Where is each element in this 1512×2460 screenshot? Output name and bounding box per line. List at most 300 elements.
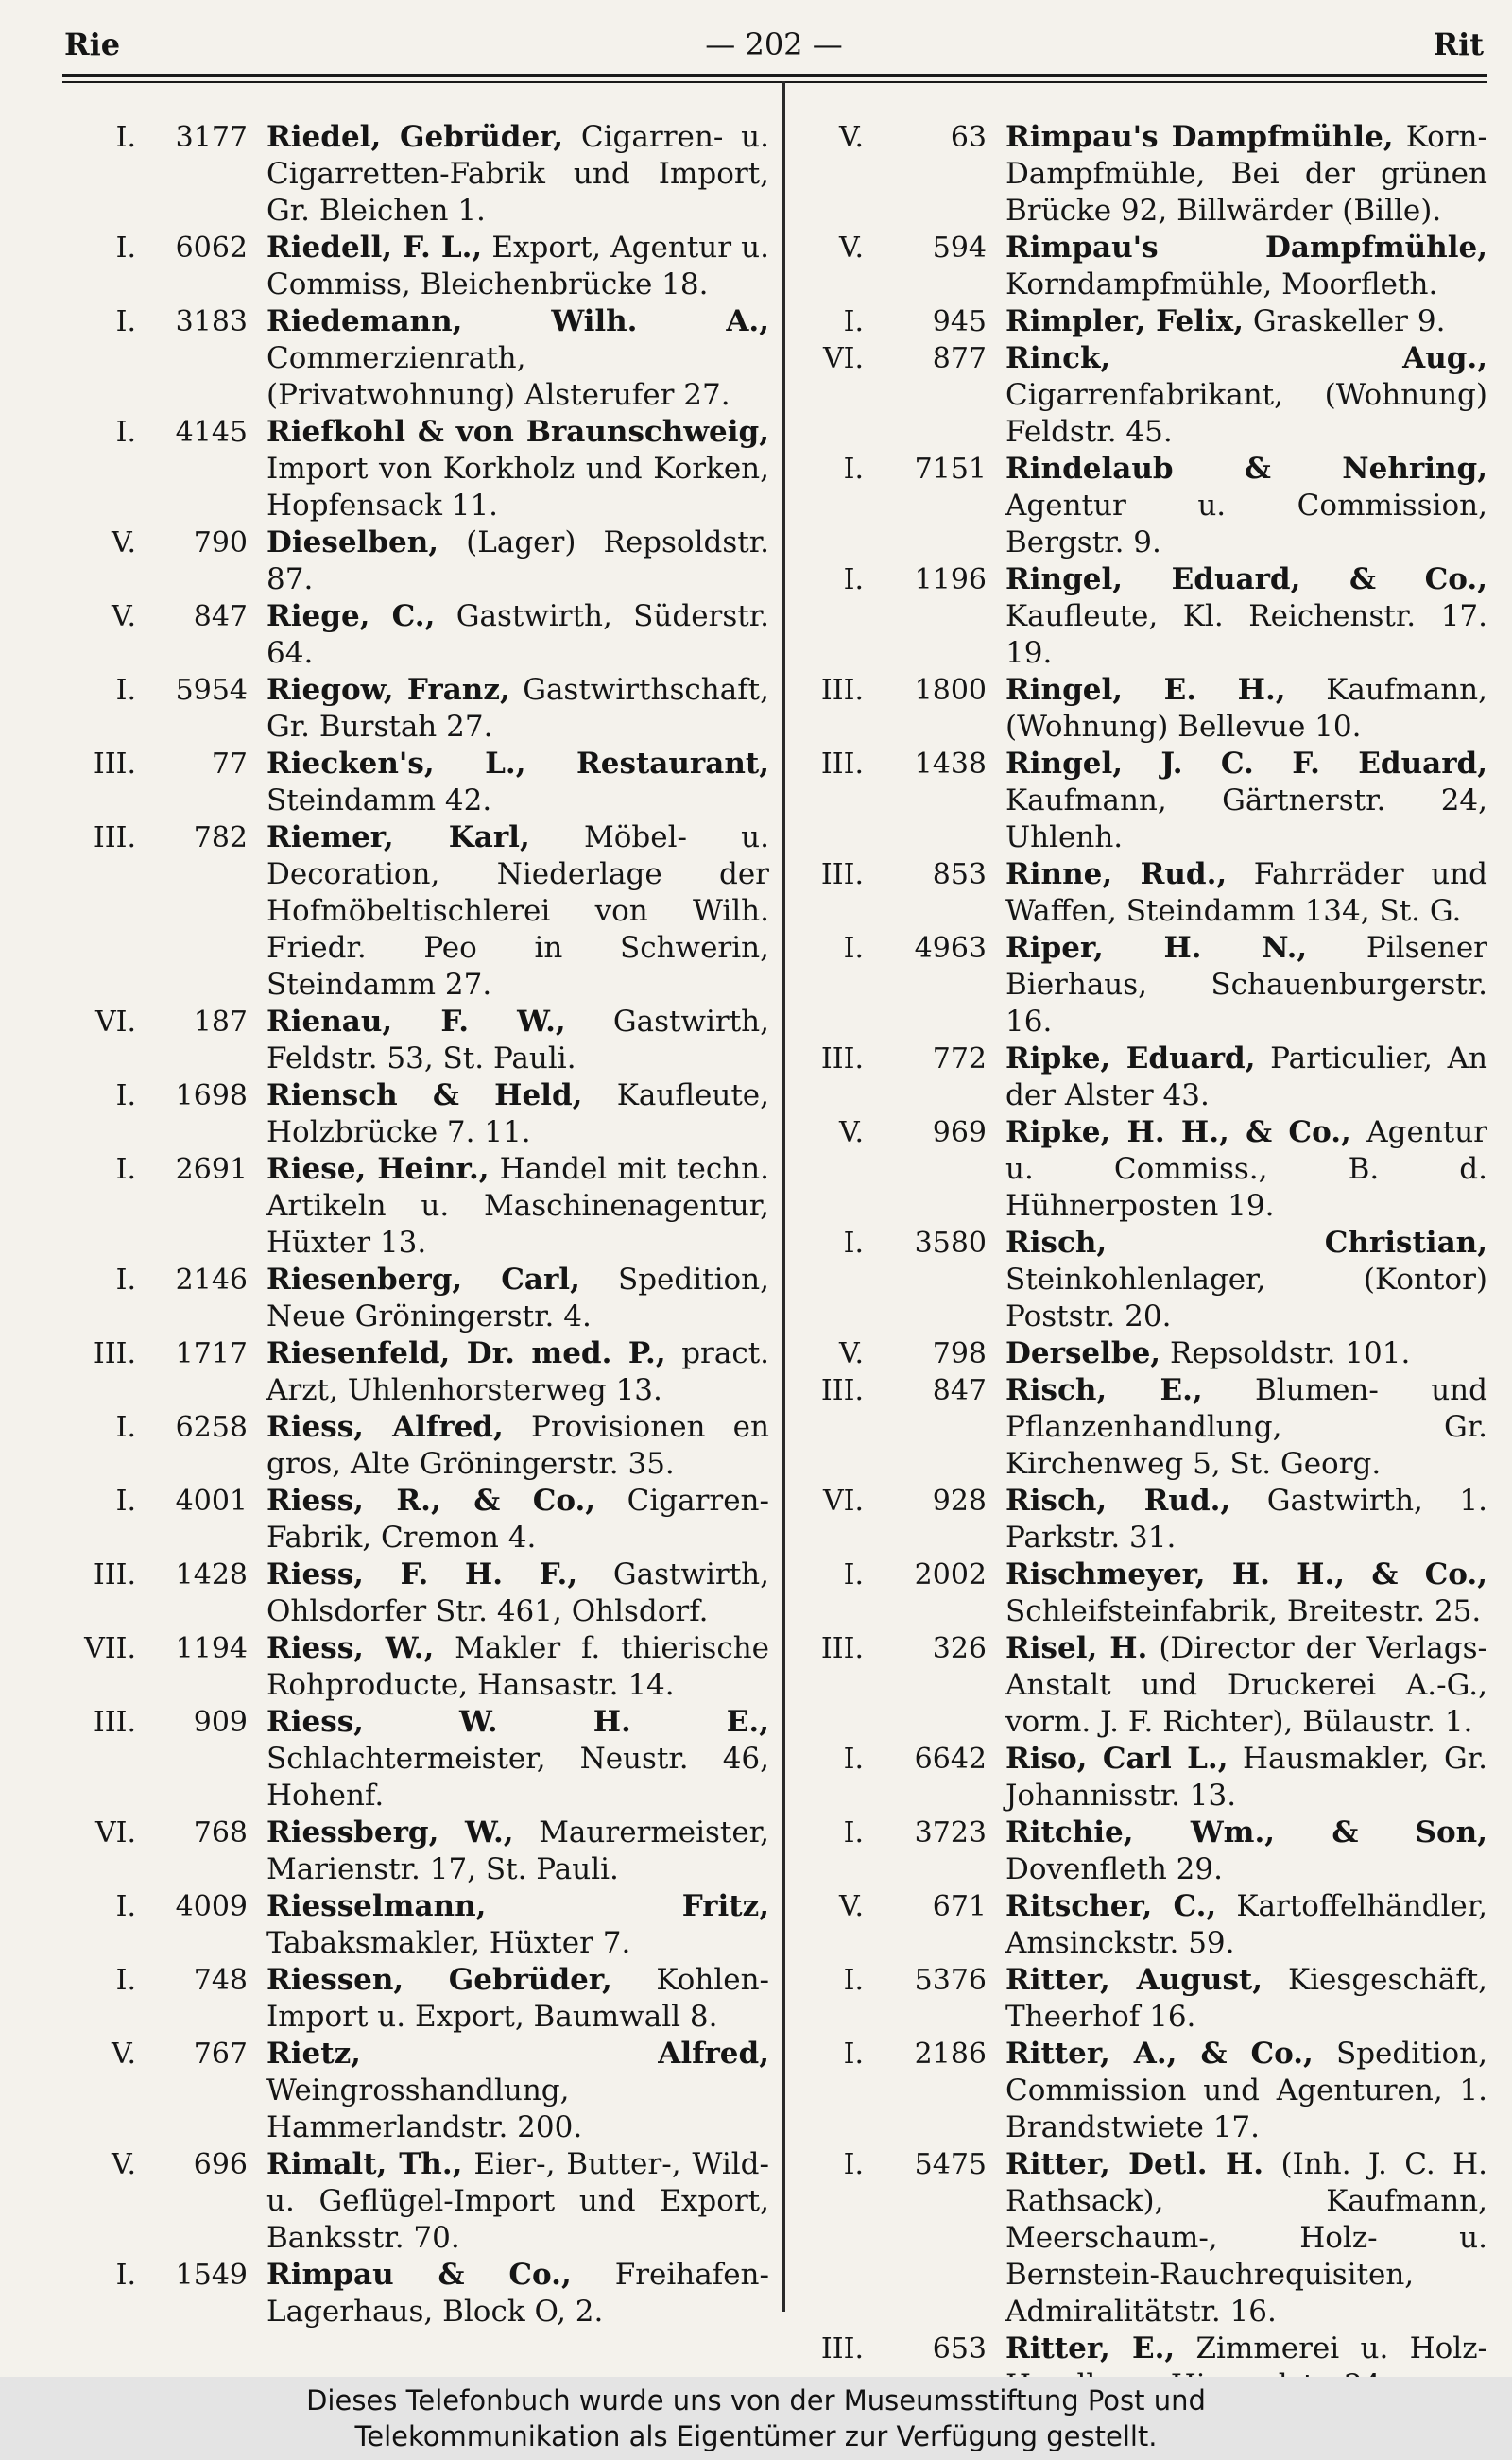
entry-name: Riesenberg, Carl, (266, 1263, 580, 1297)
phone-number (62, 1815, 248, 1851)
directory-entry (801, 2146, 1487, 2331)
entry-details: Blumen- und Pflanzenhandlung, Gr. Kirchenweg 5, St. Georg. (1005, 1373, 1487, 1481)
exchange-code: III. (820, 858, 864, 891)
entry-details: Eier-, Butter-, Wild- u. Geflügel-Import und Export, Banksstr. 70. (266, 2147, 769, 2255)
entry-name: Rietz, Alfred, (266, 2037, 769, 2071)
directory-entry (801, 1741, 1487, 1815)
phone-number (62, 119, 248, 156)
entry-details: Steindamm 42. (266, 783, 492, 817)
column-divider (782, 81, 785, 2312)
directory-entry (801, 856, 1487, 930)
entry-details: Gastwirth, Süderstr. 64. (266, 599, 769, 670)
entry-name: Riess, W., (266, 1631, 435, 1665)
exchange-code: VI. (822, 342, 864, 375)
line-number: 768 (193, 1816, 248, 1849)
exchange-code: V. (839, 1337, 864, 1370)
line-number: 3723 (914, 1816, 987, 1849)
phone-number (801, 2331, 987, 2367)
phone-number (801, 1225, 987, 1262)
exchange-code: III. (820, 1632, 864, 1665)
entry-details: Hausmakler, Gr. Johannisstr. 13. (1005, 1742, 1487, 1813)
line-number: 772 (932, 1042, 987, 1075)
phone-number (801, 119, 987, 156)
directory-entry (801, 1225, 1487, 1335)
directory-entry (62, 1630, 769, 1704)
exchange-code: V. (112, 526, 136, 559)
entry-name: Rischmeyer, H. H., & Co., (1005, 1557, 1487, 1591)
phone-number (62, 1483, 248, 1520)
directory-entry (62, 525, 769, 598)
entry-details: Dovenfleth 29. (1005, 1852, 1223, 1886)
phone-number (62, 1077, 248, 1114)
directory-entry (62, 746, 769, 819)
line-number: 767 (193, 2038, 248, 2071)
entry-details: Pilsener Bierhaus, Schauenburgerstr. 16. (1005, 931, 1487, 1039)
exchange-code: I. (843, 563, 864, 596)
entry-text (1005, 119, 1487, 230)
directory-entry (62, 2257, 769, 2331)
phone-number (62, 525, 248, 561)
entry-name: Riegow, Franz, (266, 673, 510, 707)
exchange-code: I. (115, 121, 136, 154)
entry-text (1005, 2146, 1487, 2331)
entry-name: Rimalt, Th., (266, 2147, 463, 2181)
exchange-code: I. (843, 1816, 864, 1849)
line-number: 326 (932, 1632, 987, 1665)
directory-entry (62, 303, 769, 414)
line-number: 1549 (175, 2259, 248, 2292)
phone-number (801, 451, 987, 488)
exchange-code: I. (843, 1227, 864, 1260)
entry-text (266, 119, 769, 230)
phone-number (801, 1114, 987, 1151)
entry-details: Kiesgeschäft, Theerhof 16. (1005, 1963, 1488, 2034)
entry-details: Gastwirthschaft, Gr. Burstah 27. (266, 673, 769, 744)
exchange-code: V. (839, 121, 864, 154)
line-number: 1698 (175, 1079, 248, 1112)
phone-number (801, 303, 987, 340)
entry-details: Graskeller 9. (1252, 304, 1446, 338)
entry-details: Cigarren-Fabrik, Cremon 4. (266, 1484, 769, 1555)
entry-details: Spedition, Neue Gröningerstr. 4. (266, 1263, 769, 1333)
directory-entry (62, 1151, 769, 1262)
entry-name: Riper, H. N., (1005, 931, 1308, 965)
phone-number (62, 2146, 248, 2183)
entry-name: Ritter, E., (1005, 2331, 1176, 2365)
entry-name: Riesenfeld, Dr. med. P., (266, 1336, 666, 1370)
line-number: 945 (932, 305, 987, 338)
line-number: 1800 (914, 674, 987, 707)
line-number: 1438 (914, 748, 987, 781)
entry-text (1005, 672, 1487, 746)
entry-text (1005, 561, 1487, 672)
entry-text (266, 1888, 769, 1962)
exchange-code: I. (843, 1964, 864, 1997)
phone-number (62, 598, 248, 635)
phone-number (801, 2036, 987, 2073)
line-number: 187 (193, 1006, 248, 1039)
directory-entry (801, 672, 1487, 746)
line-number: 594 (932, 232, 987, 265)
entry-name: Ritchie, Wm., & Son, (1005, 1815, 1487, 1849)
entry-details: Gastwirth, Feldstr. 53, St. Pauli. (266, 1005, 769, 1075)
directory-entry (801, 1815, 1487, 1888)
line-number: 1717 (175, 1337, 248, 1370)
entry-name: Risch, Rud., (1005, 1484, 1231, 1518)
phone-number (801, 1815, 987, 1851)
directory-entry (801, 1372, 1487, 1483)
entry-name: Riess, R., & Co., (266, 1484, 596, 1518)
entry-name: Rimpau's Dampfmühle, (1005, 231, 1487, 265)
phone-number (801, 1962, 987, 1999)
exchange-code: I. (115, 1485, 136, 1518)
line-number: 928 (932, 1485, 987, 1518)
entry-text (266, 1630, 769, 1704)
entry-text (1005, 340, 1487, 451)
entry-text (1005, 930, 1487, 1041)
entry-text (266, 1409, 769, 1483)
entry-details: Makler f. thierische Rohproducte, Hansastr. 14. (266, 1631, 770, 1702)
line-number: 4009 (175, 1890, 248, 1923)
page-number: — 202 — (705, 26, 843, 62)
directory-entry (801, 561, 1487, 672)
entry-text (266, 2257, 769, 2331)
left-column (62, 119, 769, 2331)
entry-details: (Inh. J. C. H. Rathsack), Kaufmann, Meerschaum-, Holz- u. Bernstein-Rauchrequisiten, Admiralitätstr. 16. (1005, 2147, 1487, 2329)
exchange-code: I. (115, 232, 136, 265)
phone-number (62, 1335, 248, 1372)
entry-details: Weingrosshandlung, Hammerlandstr. 200. (266, 2073, 583, 2144)
phone-number (62, 1262, 248, 1299)
entry-text (266, 1483, 769, 1557)
phone-number (801, 1041, 987, 1077)
directory-entry (801, 451, 1487, 561)
directory-entry (62, 1815, 769, 1888)
directory-entry (62, 414, 769, 525)
entry-name: Riesselmann, Fritz, (266, 1889, 769, 1923)
directory-entry (801, 119, 1487, 230)
exchange-code: III. (820, 1374, 864, 1407)
entry-details: (Director der Verlags-Anstalt und Druckerei A.-G., vorm. J. F. Richter), Bülaustr. 1. (1005, 1631, 1487, 1739)
entry-details: Commerzienrath, (Privatwohnung) Alsterufer 27. (266, 341, 730, 412)
entry-details: Export, Agentur u. Commiss, Bleichenbrücke 18. (266, 231, 770, 301)
entry-details: Agentur u. Commiss., B. d. Hühnerposten 19. (1005, 1115, 1488, 1223)
entry-details: Korn-Dampfmühle, Bei der grünen Brücke 92, Billwärder (Bille). (1005, 120, 1487, 228)
entry-text (1005, 1225, 1487, 1335)
exchange-code: I. (843, 932, 864, 965)
exchange-code: V. (839, 232, 864, 265)
line-number: 877 (932, 342, 987, 375)
entry-details: pract. Arzt, Uhlenhorsterweg 13. (266, 1336, 770, 1407)
exchange-code: V. (839, 1116, 864, 1149)
entry-text (1005, 1815, 1487, 1888)
entry-text (1005, 1962, 1487, 2036)
directory-entry (62, 1888, 769, 1962)
exchange-code: I. (115, 2259, 136, 2292)
entry-name: Riedell, F. L., (266, 231, 483, 265)
phone-number (801, 1372, 987, 1409)
exchange-code: I. (115, 1411, 136, 1444)
entry-name: Ritscher, C., (1005, 1889, 1217, 1923)
exchange-code: V. (112, 600, 136, 633)
phone-number (801, 1335, 987, 1372)
line-number: 7151 (914, 453, 987, 486)
entry-text (1005, 1557, 1487, 1630)
entry-text (266, 1557, 769, 1630)
line-number: 5954 (175, 674, 248, 707)
right-column (801, 119, 1487, 2404)
entry-name: Riefkohl & von Braunschweig, (266, 415, 769, 449)
line-number: 782 (193, 821, 248, 854)
entry-name: Risel, H. (1005, 1631, 1148, 1665)
entry-text (266, 1151, 769, 1262)
entry-name: Riese, Heinr., (266, 1152, 490, 1186)
entry-details: Particulier, An der Alster 43. (1005, 1041, 1487, 1112)
directory-entry (801, 930, 1487, 1041)
line-number: 969 (932, 1116, 987, 1149)
entry-name: Ringel, Eduard, & Co., (1005, 562, 1487, 596)
entry-details: Spedition, Commission und Agenturen, 1. Brandstwiete 17. (1005, 2037, 1487, 2144)
entry-details: Schleifsteinfabrik, Breitestr. 25. (1005, 1594, 1482, 1628)
entry-name: Ripke, H. H., & Co., (1005, 1115, 1351, 1149)
exchange-code: I. (115, 1079, 136, 1112)
entry-text (1005, 1888, 1487, 1962)
entry-name: Ritter, Detl. H. (1005, 2147, 1264, 2181)
entry-details: Kaufmann, Gärtnerstr. 24, Uhlenh. (1005, 783, 1487, 854)
entry-name: Rindelaub & Nehring, (1005, 452, 1487, 486)
entry-name: Riso, Carl L., (1005, 1742, 1228, 1776)
entry-name: Rinne, Rud., (1005, 857, 1228, 891)
line-number: 696 (193, 2148, 248, 2181)
entry-text (266, 1077, 769, 1151)
exchange-code: I. (843, 1743, 864, 1776)
entry-details: Handel mit techn. Artikeln u. Maschinenagentur, Hüxter 13. (266, 1152, 769, 1260)
entry-text (266, 414, 769, 525)
entry-name: Riensch & Held, (266, 1078, 583, 1112)
exchange-code: III. (93, 748, 136, 781)
entry-text (1005, 303, 1487, 340)
entry-name: Dieselben, (266, 525, 439, 559)
directory-entry (62, 2036, 769, 2146)
directory-entry (801, 303, 1487, 340)
header-rule-thick (62, 74, 1487, 77)
line-number: 6258 (175, 1411, 248, 1444)
entry-name: Risch, E., (1005, 1373, 1203, 1407)
entry-text (266, 598, 769, 672)
directory-entry (62, 672, 769, 746)
entry-name: Ritter, August, (1005, 1963, 1263, 1997)
phone-number (62, 1962, 248, 1999)
entry-name: Riess, F. H. F., (266, 1557, 578, 1591)
line-number: 671 (932, 1890, 987, 1923)
entry-text (266, 2146, 769, 2257)
phone-number (62, 1409, 248, 1446)
entry-text (266, 1335, 769, 1409)
phone-number (801, 1630, 987, 1667)
line-number: 853 (932, 858, 987, 891)
phone-number (801, 561, 987, 598)
directory-entry (801, 2036, 1487, 2146)
line-number: 6642 (914, 1743, 987, 1776)
exchange-code: I. (115, 1264, 136, 1297)
exchange-code: III. (93, 821, 136, 854)
entry-details: Maurermeister, Marienstr. 17, St. Pauli. (266, 1815, 769, 1886)
phone-number (62, 303, 248, 340)
directory-entry (62, 1704, 769, 1815)
phone-number (801, 2146, 987, 2183)
phone-number (801, 1483, 987, 1520)
line-number: 2691 (175, 1153, 248, 1186)
line-number: 798 (932, 1337, 987, 1370)
entry-details: Steinkohlenlager, (Kontor) Poststr. 20. (1005, 1263, 1487, 1333)
entry-details: Cigarren- u. Cigarretten-Fabrik und Import, Gr. Bleichen 1. (266, 120, 769, 228)
entry-text (266, 1962, 769, 2036)
phone-number (62, 1888, 248, 1925)
entry-details: Schlachtermeister, Neustr. 46, Hohenf. (266, 1742, 769, 1813)
phone-number (801, 1741, 987, 1778)
line-number: 790 (193, 526, 248, 559)
header-right-guide-word: Rit (1433, 26, 1484, 62)
entry-text (1005, 1630, 1487, 1741)
entry-text (266, 819, 769, 1004)
entry-name: Ripke, Eduard, (1005, 1041, 1256, 1075)
entry-text (1005, 1741, 1487, 1815)
entry-name: Riedel, Gebrüder, (266, 120, 564, 154)
directory-entry (801, 1483, 1487, 1557)
entry-details: Kartoffelhändler, Amsinckstr. 59. (1005, 1889, 1487, 1960)
entry-details: Kaufmann, (Wohnung) Bellevue 10. (1005, 673, 1487, 744)
entry-details: Provisionen en gros, Alte Gröningerstr. 35. (266, 1410, 769, 1481)
entry-name: Riecken's, L., Restaurant, (266, 747, 769, 781)
line-number: 3580 (914, 1227, 987, 1260)
line-number: 5376 (914, 1964, 987, 1997)
exchange-code: I. (843, 453, 864, 486)
entry-name: Rimpau & Co., (266, 2258, 572, 2292)
entry-text (266, 1704, 769, 1815)
exchange-code: III. (820, 1042, 864, 1075)
directory-entry (62, 1077, 769, 1151)
exchange-code: I. (115, 674, 136, 707)
entry-details: Freihafen-Lagerhaus, Block O, 2. (266, 2258, 769, 2329)
entry-details: Kaufleute, Holzbrücke 7. 11. (266, 1078, 769, 1149)
directory-entry (801, 340, 1487, 451)
line-number: 4001 (175, 1485, 248, 1518)
entry-text (1005, 856, 1487, 930)
entry-text (1005, 1483, 1487, 1557)
footer-line-2: Telekommunikation als Eigentümer zur Verfügung gestellt. (354, 2420, 1158, 2452)
entry-text (266, 525, 769, 598)
phone-number (62, 1151, 248, 1188)
line-number: 6062 (175, 232, 248, 265)
directory-entry (62, 1262, 769, 1335)
line-number: 3177 (175, 121, 248, 154)
exchange-code: I. (843, 1558, 864, 1591)
entry-text (266, 1262, 769, 1335)
entry-name: Derselbe, (1005, 1336, 1161, 1370)
entry-name: Ringel, E. H., (1005, 673, 1286, 707)
entry-details: Möbel- u. Decoration, Niederlage der Hofmöbeltischlerei von Wilh. Friedr. Peo in Schwerin, Steindamm 27. (266, 820, 769, 1002)
entry-name: Riess, W. H. E., (266, 1705, 769, 1739)
directory-entry (62, 230, 769, 303)
phone-number (801, 856, 987, 893)
entry-text (266, 1004, 769, 1077)
directory-entry (62, 1335, 769, 1409)
entry-name: Risch, Christian, (1005, 1226, 1487, 1260)
phone-number (62, 2036, 248, 2073)
entry-name: Riedemann, Wilh. A., (266, 304, 769, 338)
directory-entry (801, 230, 1487, 303)
exchange-code: I. (843, 2148, 864, 2181)
exchange-code: I. (115, 1153, 136, 1186)
entry-text (1005, 1372, 1487, 1483)
directory-entry (62, 1962, 769, 2036)
exchange-code: I. (115, 305, 136, 338)
directory-entry (62, 1557, 769, 1630)
phone-number (62, 230, 248, 267)
line-number: 63 (950, 121, 987, 154)
exchange-code: VI. (94, 1006, 136, 1039)
exchange-code: III. (93, 1558, 136, 1591)
entry-details: Gastwirth, 1. Parkstr. 31. (1005, 1484, 1487, 1555)
entry-text (266, 746, 769, 819)
line-number: 748 (193, 1964, 248, 1997)
entry-name: Ritter, A., & Co., (1005, 2037, 1314, 2071)
entry-details: Agentur u. Commission, Bergstr. 9. (1005, 489, 1487, 559)
entry-details: Zimmerei u. Holz- (1195, 2331, 1487, 2365)
entry-name: Rinck, Aug., (1005, 341, 1487, 375)
footer-line-1: Dieses Telefonbuch wurde uns von der Museumsstiftung Post und (306, 2384, 1206, 2417)
entry-text (266, 230, 769, 303)
line-number: 4145 (175, 416, 248, 449)
exchange-code: III. (93, 1337, 136, 1370)
header-left-guide-word: Rie (64, 26, 121, 62)
phone-number (801, 230, 987, 267)
exchange-code: I. (115, 416, 136, 449)
phone-number (801, 672, 987, 709)
entry-details: Fahrräder und Waffen, Steindamm 134, St. G. (1005, 857, 1487, 928)
phone-number (62, 672, 248, 709)
entry-details: Kohlen-Import u. Export, Baumwall 8. (266, 1963, 770, 2034)
entry-details: Repsoldstr. 101. (1169, 1336, 1411, 1370)
directory-entry (801, 1041, 1487, 1114)
exchange-code: VI. (94, 1816, 136, 1849)
line-number: 2146 (175, 1264, 248, 1297)
exchange-code: III. (820, 748, 864, 781)
entry-name: Ringel, J. C. F. Eduard, (1005, 747, 1487, 781)
phone-number (801, 1888, 987, 1925)
entry-text (1005, 1041, 1487, 1114)
line-number: 847 (932, 1374, 987, 1407)
exchange-code: I. (843, 305, 864, 338)
entry-text (266, 672, 769, 746)
entry-details: Gastwirth, Ohlsdorfer Str. 461, Ohlsdorf. (266, 1557, 769, 1628)
exchange-code: I. (115, 1964, 136, 1997)
exchange-code: III. (820, 2332, 864, 2365)
directory-entry (801, 1630, 1487, 1741)
phone-number (62, 1557, 248, 1593)
entry-name: Riessberg, W., (266, 1815, 514, 1849)
phone-number (62, 1630, 248, 1667)
directory-entry (62, 1004, 769, 1077)
line-number: 909 (193, 1706, 248, 1739)
directory-entry (801, 1557, 1487, 1630)
entry-name: Rimpau's Dampfmühle, (1005, 120, 1394, 154)
entry-name: Rimpler, Felix, (1005, 304, 1245, 338)
exchange-code: V. (112, 2148, 136, 2181)
exchange-code: III. (93, 1706, 136, 1739)
exchange-code: III. (820, 674, 864, 707)
entry-text (1005, 1335, 1487, 1372)
